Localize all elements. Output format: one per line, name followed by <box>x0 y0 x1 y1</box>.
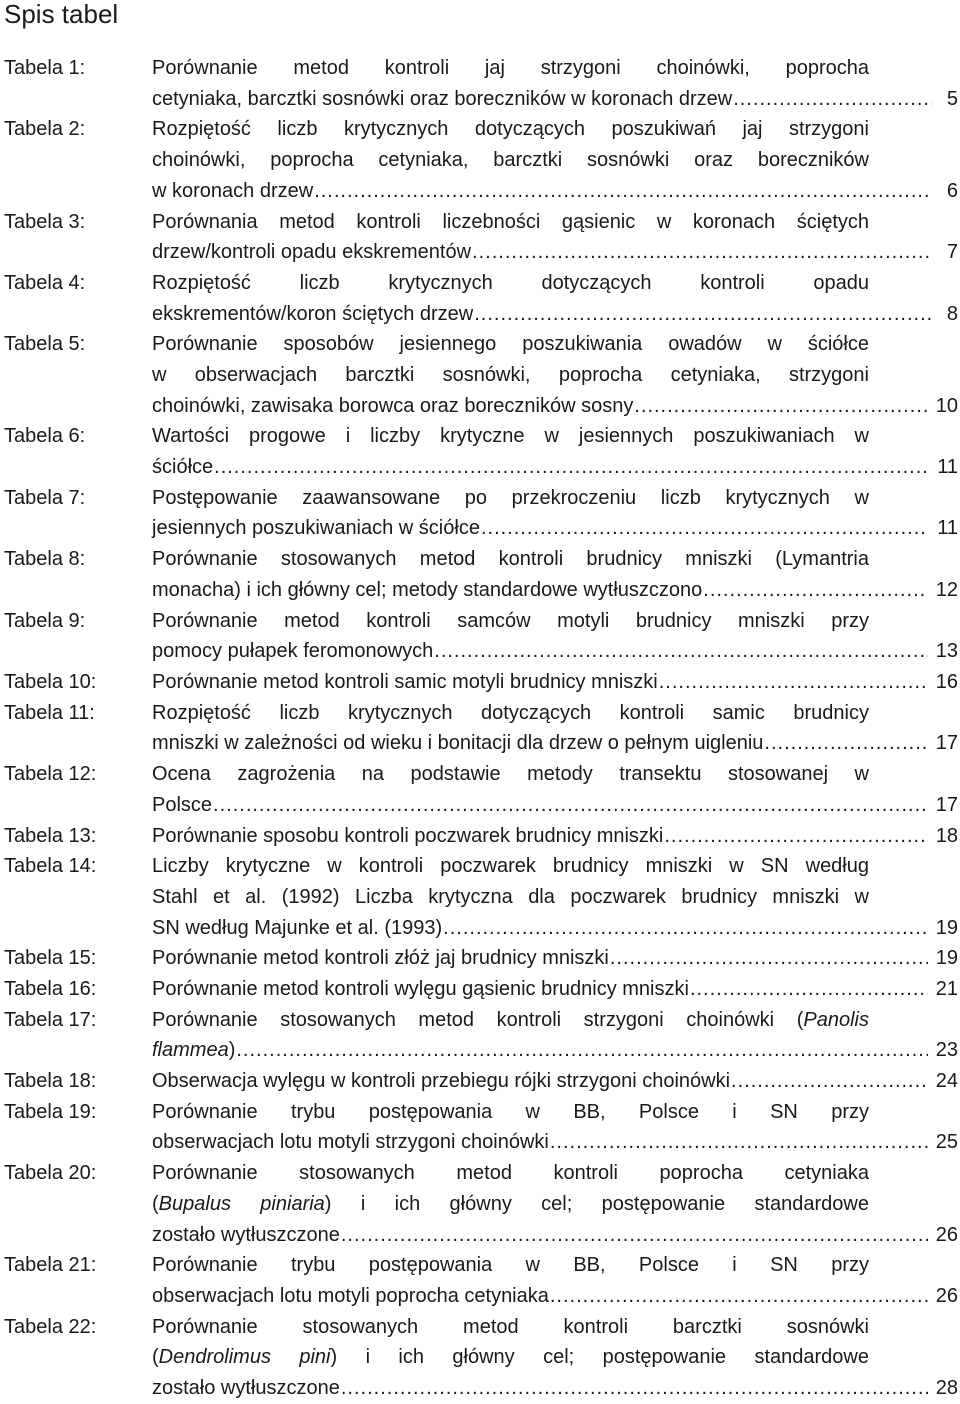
toc-entry-label: Tabela 22: <box>4 1315 97 1338</box>
toc-entry-title-line: obserwacjach lotu motyli poprocha cetyniaka <box>152 1284 549 1307</box>
toc-entry-title-line: (Bupalus piniaria) i ich główny cel; postępowanie standardowe <box>152 1192 869 1215</box>
toc-entry-page-number: 23 <box>935 1039 958 1062</box>
toc-entry-page-number: 12 <box>935 578 958 601</box>
toc-entry-page-number: 26 <box>935 1284 958 1307</box>
toc-entry-title-line: Porównanie metod kontroli złóż jaj brudnicy mniszki <box>152 947 609 970</box>
toc-entry-title-line: Liczby krytyczne w kontroli poczwarek brudnicy mniszki w SN według <box>152 855 869 878</box>
toc-entry-title-line: Porównanie sposobów jesiennego poszukiwania owadów w ściółce <box>152 333 869 356</box>
dot-leader <box>549 1281 928 1312</box>
toc-entry-title-line: SN według Majunke et al. (1993) <box>152 916 443 939</box>
toc-entry-title-line: Porównanie metod kontroli samic motyli brudnicy mniszki <box>152 671 658 693</box>
toc-entry-label: Tabela 7: <box>4 486 86 509</box>
toc-entry-label: Tabela 19: <box>4 1100 97 1123</box>
dot-leader <box>658 667 928 698</box>
toc-entry-page-number: 7 <box>946 241 958 264</box>
toc-entry-label: Tabela 10: <box>4 671 97 693</box>
toc-entry-label: Tabela 15: <box>4 947 97 970</box>
toc-entry-page-number: 16 <box>935 671 958 693</box>
toc-entry-page-number: 26 <box>935 1223 958 1246</box>
toc-entry-title-line: Porównania metod kontroli liczebności gąsienic w koronach ściętych <box>152 210 869 233</box>
toc-entry-label: Tabela 9: <box>4 609 86 632</box>
toc-entry-title-line: Rozpiętość liczb krytycznych dotyczących poszukiwań jaj strzygoni <box>152 118 869 141</box>
toc-entry-title-line: zostało wytłuszczone <box>152 1377 340 1400</box>
toc-entry-title-line: Porównanie stosowanych metod kontroli barcztki sosnówki <box>152 1315 869 1338</box>
toc-entry-page-number: 11 <box>937 517 958 540</box>
toc-entry-label: Tabela 2: <box>4 118 86 141</box>
toc-entry-title-line: ściółce <box>152 456 214 479</box>
dot-leader <box>235 1035 928 1066</box>
dot-leader <box>663 821 928 852</box>
dot-leader <box>473 299 932 330</box>
toc-entry-title-line: mniszki w zależności od wieku i bonitacji dla drzew o pełnym uigleniu <box>152 732 764 755</box>
toc-entry-title-line: Postępowanie zaawansowane po przekroczeniu liczb krytycznych w <box>152 486 869 509</box>
toc-entry-page-number: 18 <box>935 824 958 847</box>
toc-entry-label: Tabela 18: <box>4 1070 97 1093</box>
toc-entry-label: Tabela 20: <box>4 1162 97 1185</box>
dot-leader <box>633 391 928 422</box>
dot-leader <box>313 176 932 207</box>
toc-entry-title-line: choinówki, zawisaka borowca oraz boreczników sosny <box>152 394 634 417</box>
dot-leader <box>763 728 928 759</box>
toc-entry-title-line: Porównanie stosowanych metod kontroli strzygoni choinówki (Panolis <box>152 1008 869 1031</box>
toc-entry-page-number: 10 <box>935 394 958 417</box>
dot-leader <box>732 84 932 115</box>
toc-entry-page-number: 19 <box>935 916 958 939</box>
toc-entry-page-number: 19 <box>935 947 958 970</box>
toc-entry-page-number: 21 <box>935 978 958 1000</box>
toc-entry-label: Tabela 12: <box>4 763 97 786</box>
toc-entry-title-line: Porównanie metod kontroli jaj strzygoni choinówki, poprocha <box>152 57 869 79</box>
toc-entry-title-line: (Dendrolimus pini) i ich główny cel; postępowanie standardowe <box>152 1346 869 1369</box>
toc-entry-title-line: Porównanie stosowanych metod kontroli brudnicy mniszki (Lymantria <box>152 548 869 571</box>
toc-entry-title-line: Porównanie sposobu kontroli poczwarek brudnicy mniszki <box>152 824 664 847</box>
toc-entry-title-line: Rozpiętość liczb krytycznych dotyczących kontroli samic brudnicy <box>152 701 869 724</box>
toc-entry-label: Tabela 11: <box>4 701 95 724</box>
toc-entry-title-line: pomocy pułapek feromonowych <box>152 640 434 663</box>
dot-leader <box>549 1127 928 1158</box>
toc-entry-title-line: choinówki, poprocha cetyniaka, barcztki sosnówki oraz boreczników <box>152 149 869 172</box>
toc-entry-title-line: flammea) <box>152 1039 236 1062</box>
toc-entry-title-line: cetyniaka, barcztki sosnówki oraz boreczników w koronach drzew <box>152 87 733 110</box>
toc-entry-label: Tabela 3: <box>4 210 86 233</box>
page-title: Spis tabel <box>4 0 119 29</box>
dot-leader <box>442 913 928 944</box>
toc-entry-label: Tabela 6: <box>4 425 86 448</box>
toc-entry-label: Tabela 4: <box>4 271 86 294</box>
toc-entry-label: Tabela 5: <box>4 333 86 356</box>
dot-leader <box>689 974 928 1005</box>
toc-entry-title-line: Porównanie stosowanych metod kontroli poprocha cetyniaka <box>152 1162 869 1185</box>
toc-entry-title-line: Polsce <box>152 793 213 816</box>
toc-entry-title-line: monacha) i ich główny cel; metody standardowe wytłuszczono <box>152 578 703 601</box>
toc-entry-title-line: ekskrementów/koron ściętych drzew <box>152 302 474 325</box>
toc-entry-label: Tabela 21: <box>4 1254 97 1277</box>
dot-leader <box>480 513 928 544</box>
toc-entry-title-line: obserwacjach lotu motyli strzygoni choinówki <box>152 1131 549 1154</box>
dot-leader <box>340 1373 928 1404</box>
dot-leader <box>213 452 928 483</box>
toc-entry-label: Tabela 8: <box>4 548 86 571</box>
toc-entry-title-line: Porównanie metod kontroli samców motyli brudnicy mniszki przy <box>152 609 869 632</box>
toc-entry-page-number: 28 <box>935 1377 958 1400</box>
toc-entry-page-number: 25 <box>935 1131 958 1154</box>
toc-entry-label: Tabela 16: <box>4 978 97 1000</box>
toc-entry-label: Tabela 17: <box>4 1008 97 1031</box>
toc-entry-label: Tabela 1: <box>4 57 86 79</box>
toc-entry-title-line: w koronach drzew <box>152 179 314 202</box>
toc-entry-title-line: Wartości progowe i liczby krytyczne w jesiennych poszukiwaniach w <box>152 425 869 448</box>
toc-entry-label: Tabela 14: <box>4 855 97 878</box>
toc-entry-title-line: w obserwacjach barcztki sosnówki, poprocha cetyniaka, strzygoni <box>152 363 869 386</box>
toc-entry-page-number: 24 <box>935 1070 958 1093</box>
dot-leader <box>433 636 928 667</box>
dot-leader <box>609 943 928 974</box>
toc-entry-title-line: Obserwacja wylęgu w kontroli przebiegu rójki strzygoni choinówki <box>152 1070 731 1093</box>
dot-leader <box>212 790 928 821</box>
toc-entry-title-line: Ocena zagrożenia na podstawie metody transektu stosowanej w <box>152 763 869 786</box>
toc-entry-title-line: drzew/kontroli opadu ekskrementów <box>152 241 472 264</box>
toc-entry-page-number: 17 <box>935 793 958 816</box>
toc-entry-label: Tabela 13: <box>4 824 97 847</box>
toc-entry-page-number: 11 <box>937 456 958 479</box>
toc-entry-title-line: Rozpiętość liczb krytycznych dotyczących kontroli opadu <box>152 271 869 294</box>
dot-leader <box>702 575 928 606</box>
toc-entry-title-line: Porównanie trybu postępowania w BB, Polsce i SN przy <box>152 1254 869 1277</box>
toc-entry-page-number: 13 <box>935 640 958 663</box>
toc-entry-title-line: jesiennych poszukiwaniach w ściółce <box>152 517 480 540</box>
dot-leader <box>730 1066 928 1097</box>
toc-entry-title-line: Porównanie trybu postępowania w BB, Polsce i SN przy <box>152 1100 869 1123</box>
toc-entry-page-number: 6 <box>946 179 958 202</box>
dot-leader <box>471 237 932 268</box>
toc-entry-page-number: 17 <box>935 732 958 755</box>
toc-entry-title-line: Porównanie metod kontroli wylęgu gąsienic brudnicy mniszki <box>152 978 689 1000</box>
toc-entry-title-line: Stahl et al. (1992) Liczba krytyczna dla poczwarek brudnicy mniszki w <box>152 885 869 908</box>
toc-entry-page-number: 8 <box>946 302 958 325</box>
toc-entry-title-line: zostało wytłuszczone <box>152 1223 340 1246</box>
dot-leader <box>340 1220 928 1251</box>
toc-entry-page-number: 5 <box>946 87 958 110</box>
